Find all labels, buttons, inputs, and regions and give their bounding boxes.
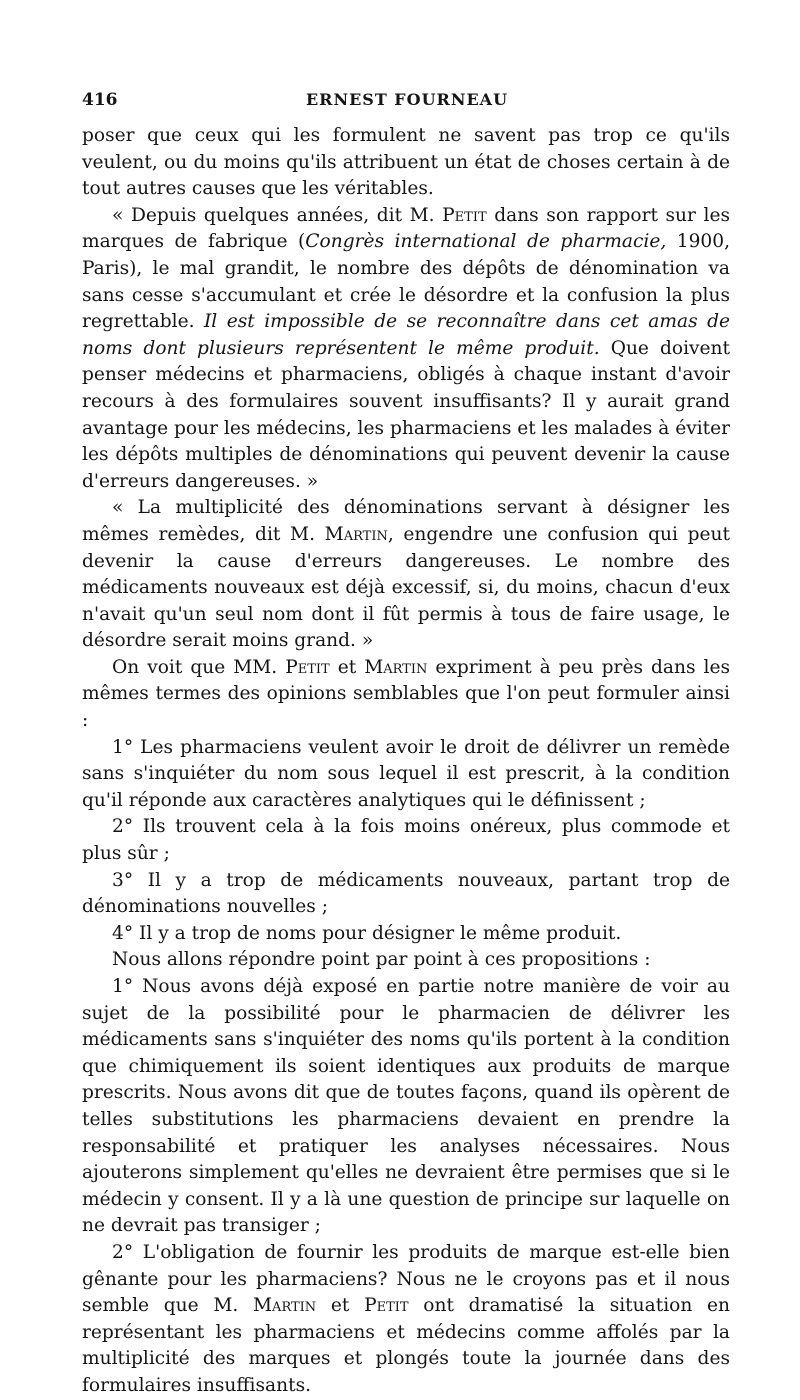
paragraph-text: 1° Nous avons déjà exposé en partie notre manière de voir au sujet de la possibilité pour le pharmacien de délivrer les médicaments sans s'inquiéter des noms qu'ils portent à la condition que chimiquement ils soient identiques aux produits de marque prescrits. Nous avons dit que de toutes façons, quand ils opèrent de telles substitutions les pharmaciens devaient en prendre la responsabilité et pratiquer les analyses nécessaires. Nous ajouterons simplement qu'elles ne devraient être permises que si le médecin y consent. Il y a là une question de principe sur laquelle on ne devrait pas transiger ; xyxy=(82,976,730,1237)
text-run: 1900, Paris), le mal grandit, le nombre des dépôts de dénomination va sans cesse s'accumulant et crée le désordre et la confusion la plus regrettable. xyxy=(82,231,730,333)
paragraph-text: poser que ceux qui les formulent ne savent pas trop ce qu'ils veulent, ou du moins qu'ils attribuent un état de choses certain à de tout autres causes que les véritables. xyxy=(82,125,730,200)
list-item xyxy=(82,814,730,867)
text-run: Que doivent penser médecins et pharmaciens, obligés à chaque instant d'avoir recours à des formulaires souvent insuffisants? Il y aurait grand avantage pour les médecins, les pharmaciens et les malades à éviter les dépôts multiples de dénominations qui peuvent devenir la cause d'erreurs dangereuses. » xyxy=(82,337,731,492)
page-number: 416 xyxy=(82,90,118,110)
citation-title: Congrès international de pharmacie, xyxy=(305,231,667,253)
text-run: et xyxy=(316,1295,365,1317)
page-header xyxy=(82,90,732,114)
text-run: « Depuis quelques années, dit M. xyxy=(112,204,443,226)
text-run: dans son rapport sur les marques de fabrique ( xyxy=(82,204,730,253)
paragraph xyxy=(82,947,730,974)
author-name: Petit xyxy=(364,1295,409,1317)
list-item xyxy=(82,921,730,948)
paragraph-text: 1° Les pharmaciens veulent avoir le droit de délivrer un remède sans s'inquiéter du nom sous lequel il est prescrit, à la condition qu'il réponde aux caractères analytiques qui le définissent ; xyxy=(82,736,730,811)
list-item xyxy=(82,735,730,815)
text-run: expriment à peu près dans les mêmes termes des opinions semblables que l'on peut formuler ainsi : xyxy=(82,656,730,732)
paragraph xyxy=(82,203,730,496)
paragraph-text: 4° Il y a trop de noms pour désigner le même produit. xyxy=(112,922,622,944)
text-run: 2° L'obligation de fournir les produits de marque est-elle bien gênante pour les pharmaciens? Nous ne le croyons pas et il nous semble que M. xyxy=(82,1241,730,1317)
list-item xyxy=(82,868,730,921)
text-run: , engendre une confusion qui peut devenir la cause d'erreurs dangereuses. Le nombre des médicaments nouveaux est déjà excessif, si, du moins, chacun d'eux n'avait qu'un seul nom dont il fût permis à tous de faire usage, le désordre serait moins grand. » xyxy=(82,523,730,652)
list-item xyxy=(82,1240,730,1400)
text-run: On voit que MM. xyxy=(112,656,286,678)
paragraph-text: 2° Ils trouvent cela à la fois moins onéreux, plus commode et plus sûr ; xyxy=(82,816,730,865)
paragraph-text: 3° Il y a trop de médicaments nouveaux, partant trop de dénominations nouvelles ; xyxy=(82,869,730,918)
text-run: « La multiplicité des dénominations servant à désigner les mêmes remèdes, dit M. xyxy=(82,497,730,545)
running-title: ERNEST FOURNEAU xyxy=(305,90,509,109)
paragraph xyxy=(82,123,730,203)
author-name: Martin xyxy=(253,1295,317,1317)
author-name: Martin xyxy=(324,523,388,545)
author-name: Martin xyxy=(364,656,428,678)
text-run: ont dramatisé la situation en représentant les pharmaciens et médecins comme affolés par la multiplicité des marques et plongés toute la journée dans des formulaires insuffisants. xyxy=(82,1295,731,1396)
paragraph-text: Nous allons répondre point par point à ces propositions : xyxy=(112,949,651,971)
text-run: et xyxy=(329,656,365,678)
page-body xyxy=(82,123,730,1400)
paragraph xyxy=(82,655,730,735)
author-name: Petit xyxy=(442,204,487,226)
emphasized-text: Il est impossible de se reconnaître dans cet amas de noms dont plusieurs représentent le même produit. xyxy=(82,311,730,359)
list-item xyxy=(82,974,730,1240)
author-name: Petit xyxy=(285,656,330,678)
paragraph xyxy=(82,495,730,655)
